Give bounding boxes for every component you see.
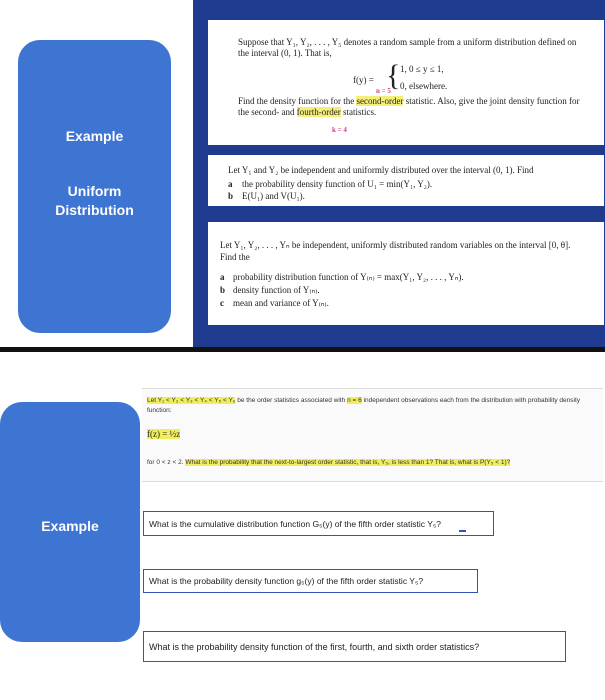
problem-card-3 [208,222,604,325]
ink-annotation-k: k = 4 [332,126,347,134]
problem1-f-lhs: f(y) = [353,75,374,85]
order-statistics-highlight: Let Y₁ < Y₂ < Y₃ < Y₄ < Y₅ < Y₆ [147,397,236,404]
highlight-fourth-order: fourth-order [296,107,341,117]
problem2-a-letter: a [228,179,233,189]
problem-line3: for 0 < z < 2. What is the probability that the next-to-largest order statistic, that is, Y₅, is less than 1? That is, what is P(Y₅ < 1)? [147,459,511,466]
brace-glyph: { [386,59,401,92]
problem1-case2: 0, elsewhere. [400,81,448,91]
label-example: Example [65,128,124,144]
label-distribution: Distribution [55,202,134,218]
problem3-c-text: mean and variance of Y₍ₙ₎. [233,298,329,308]
problem2-a-text: the probability density function of U₁ = min(Y₁, Y₂). [242,179,433,189]
density-formula: f(z) = ½z [147,429,181,439]
question-highlight: What is the probability that the next-to-largest order statistic, that is, Y₅, is less than 1? That is, what is P(Y₅ < 1)? [185,459,511,466]
pen-underline-mark [459,530,466,532]
question-box-1: What is the cumulative distribution function G₅(y) of the fifth order statistic Y₅? [143,511,494,536]
problem1-intro: Suppose that Y₁, Y₂, . . . , Y₅ denotes a random sample from a uniform distribution defined on the interval (0, 1). That is, [238,37,577,58]
bottom-label-panel [0,402,140,642]
problem3-a-text: probability distribution function of Y₍ₙ₎ = max(Y₁, Y₂, . . . , Yₙ). [233,272,464,282]
problem3-b-letter: b [220,285,226,295]
problem2-intro: Let Y₁ and Y₂ be independent and uniformly distributed over the interval (0, 1). Find [228,165,534,175]
problem3-b-text: density function of Y₍ₙ₎. [233,285,320,295]
problem2-b-letter: b [228,191,234,201]
problem-card-2 [208,155,604,206]
problem-image-card [142,388,603,482]
question-box-2: What is the probability density function g₅(y) of the fifth order statistic Y₅? [143,569,478,593]
problem-card-1 [208,20,604,145]
label-example-bottom: Example [41,518,99,534]
ink-annotation-n: n = 5 [376,87,391,95]
n-highlight: n = 6 [347,397,362,404]
top-label-panel [18,40,171,333]
problem2-b-text: E(U₁) and V(U₁). [242,191,305,201]
problem-line1: Let Y₁ < Y₂ < Y₃ < Y₄ < Y₅ < Y₆ be the order statistics associated with n = 6 independent observations each from the distribution with probability density [147,397,580,404]
problem1-case1: 1, 0 ≤ y ≤ 1, [400,64,444,74]
highlight-second-order: second-order [356,96,404,106]
problem3-a-letter: a [220,272,225,282]
problem3-intro: Let Y₁, Y₂, . . . , Yₙ be independent, uniformly distributed random variables on the interval [0, θ]. [220,240,571,250]
problem3-c-letter: c [220,298,224,308]
problem-line2: function: [147,407,172,414]
problem1-task: Find the density function for the second-order statistic. Also, give the joint density function for the second- and fourth-order statistics. [238,96,580,117]
problem3-find: Find the [220,252,250,262]
label-uniform: Uniform [67,183,122,199]
question-box-3: What is the probability density function of the first, fourth, and sixth order statistics? [143,631,566,662]
